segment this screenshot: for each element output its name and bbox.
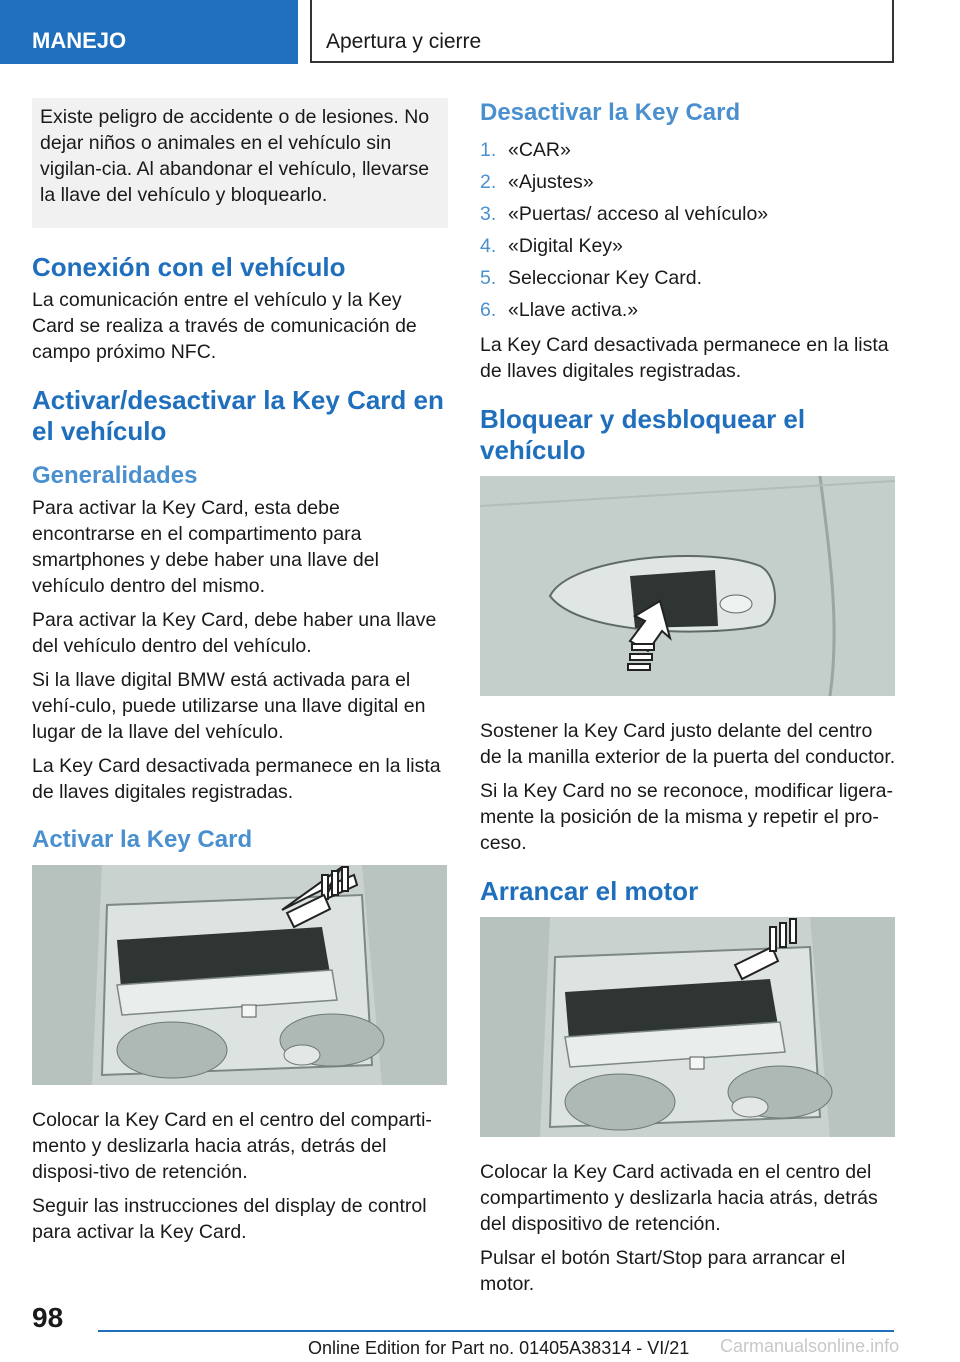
- heading-general: Generalidades: [32, 462, 198, 489]
- chapter-header: [310, 0, 894, 63]
- list-item: 2. «Ajustes»: [480, 171, 594, 193]
- left-column: [32, 98, 448, 1253]
- paragraph-deactivate: La Key Card desactivada permanece en la lista de llaves digitales registradas.: [480, 334, 889, 382]
- watermark-text: Carmanualsonline.info: [720, 1336, 900, 1356]
- paragraph-connection: La comunicación entre el vehículo y la Key Card se realiza a través de comunicación de campo próximo NFC.: [32, 289, 417, 363]
- paragraph-start-2: Pulsar el botón Start/Stop para arrancar el motor.: [480, 1247, 846, 1295]
- paragraph-general-1: Para activar la Key Card, esta debe encontrarse en el compartimento para smartphones y debe haber una llave del vehículo dentro del mismo.: [32, 497, 379, 597]
- list-item: 4. «Digital Key»: [480, 235, 623, 257]
- right-column: [480, 98, 896, 1305]
- section-tab: [0, 0, 298, 64]
- heading-start-engine: Arrancar el motor: [480, 876, 699, 906]
- list-item: 5. Seleccionar Key Card.: [480, 267, 703, 289]
- warning-text: Existe peligro de accidente o de lesiones. No dejar niños o animales en el vehículo sin vigilan-cia. Al abandonar el vehículo, llevarse la llave del vehículo y bloquearlo.: [40, 106, 430, 206]
- heading-connection: Conexión con el vehículo: [32, 252, 346, 282]
- console-card-start-illustration: [480, 917, 895, 1137]
- paragraph-general-4: La Key Card desactivada permanece en la lista de llaves digitales registradas.: [32, 755, 441, 803]
- paragraph-activate-2: Seguir las instrucciones del display de control para activar la Key Card.: [32, 1195, 427, 1243]
- chapter-title: Apertura y cierre: [326, 30, 482, 53]
- list-item: 6. «Llave activa.»: [480, 299, 639, 321]
- heading-lock-unlock: Bloquear y desbloquear el vehículo: [480, 404, 806, 465]
- list-item: 3. «Puertas/ acceso al vehículo»: [480, 203, 769, 225]
- door-handle-illustration: [480, 476, 895, 696]
- paragraph-lock-1: Sostener la Key Card justo delante del centro de la manilla exterior de la puerta del conductor.: [480, 720, 896, 768]
- heading-activate-deactivate: Activar/desactivar la Key Card en el vehículo: [32, 385, 444, 446]
- edition-text: Online Edition for Part no. 01405A38314 - VI/21: [308, 1338, 690, 1358]
- paragraph-start-1: Colocar la Key Card activada en el centro del compartimento y deslizarla hacia atrás, detrás del dispositivo de retención.: [480, 1161, 878, 1235]
- paragraph-general-3: Si la llave digital BMW está activada para el vehí-culo, puede utilizarse una llave digital en lugar de la llave del vehículo.: [32, 669, 426, 743]
- paragraph-lock-2: Si la Key Card no se reconoce, modificar ligera-mente la posición de la misma y repetir el pro-ceso.: [480, 780, 893, 854]
- heading-activate-card: Activar la Key Card: [32, 826, 253, 853]
- heading-deactivate: Desactivar la Key Card: [480, 99, 741, 126]
- list-item: 1. «CAR»: [480, 139, 571, 161]
- paragraph-activate-1: Colocar la Key Card en el centro del comparti-mento y deslizarla hacia atrás, detrás del disposi-tivo de retención.: [32, 1109, 432, 1183]
- warning-box: [32, 98, 448, 228]
- footer-divider: [98, 1330, 894, 1332]
- paragraph-general-2: Para activar la Key Card, debe haber una llave del vehículo dentro del vehículo.: [32, 609, 437, 657]
- page-number: 98: [32, 1302, 64, 1333]
- section-label: MANEJO: [32, 28, 127, 53]
- console-card-illustration: [32, 865, 447, 1085]
- deactivate-steps: [480, 134, 896, 326]
